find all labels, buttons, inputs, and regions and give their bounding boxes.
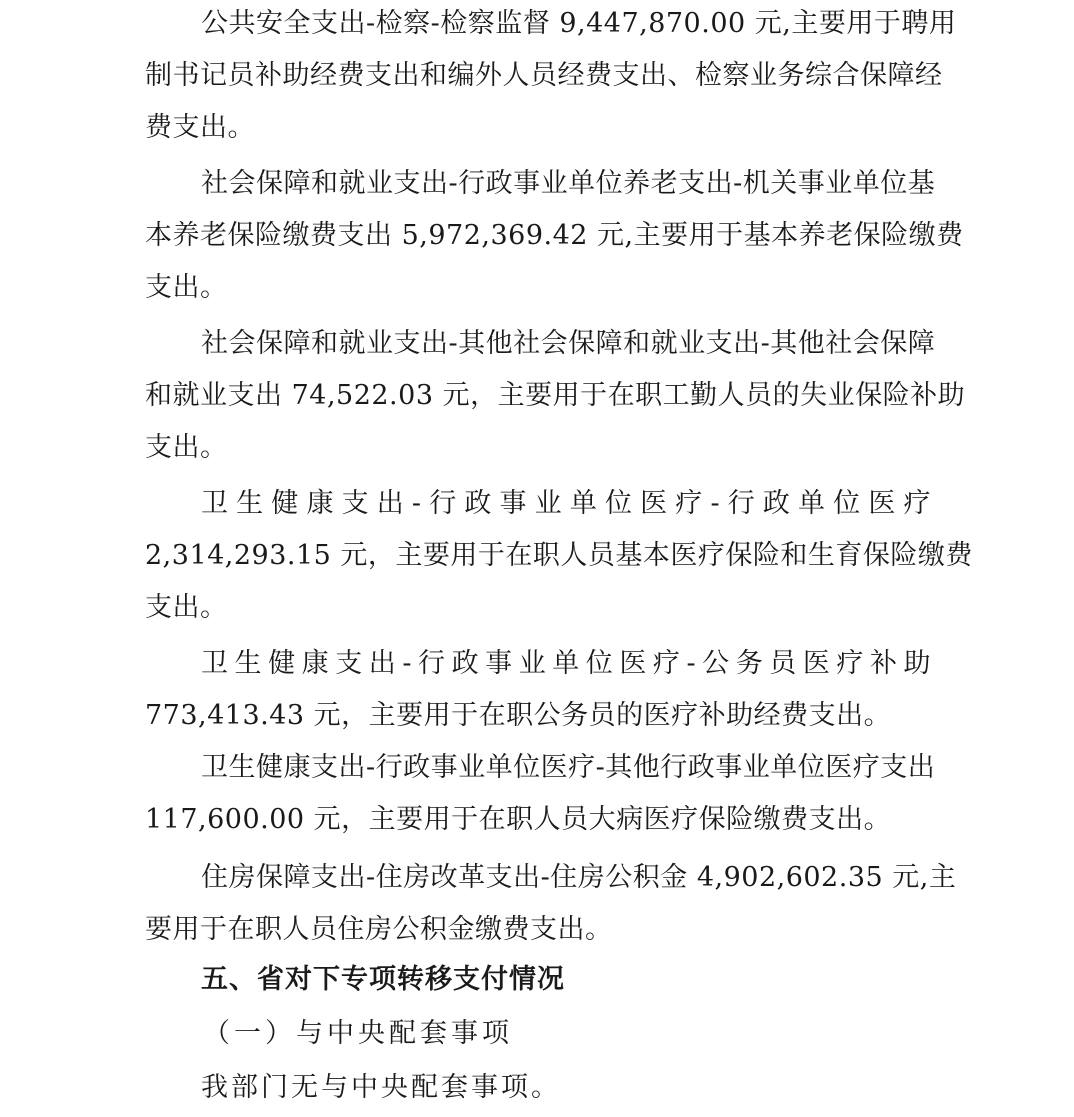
paragraph-civil-servant-medical-line-1: 卫生健康支出-行政事业单位医疗-公务员医疗补助 <box>201 648 931 679</box>
subsection-body: 我部门无与中央配套事项。 <box>201 1072 561 1103</box>
section-heading: 五、省对下专项转移支付情况 <box>201 964 565 995</box>
paragraph-other-medical-line-2: 117,600.00 元，主要用于在职人员大病医疗保险缴费支出。 <box>145 804 892 835</box>
paragraph-pension-line-3: 支出。 <box>145 272 228 303</box>
paragraph-admin-medical-line-2: 2,314,293.15 元，主要用于在职人员基本医疗保险和生育保险缴费 <box>145 540 973 571</box>
paragraph-pension-line-1: 社会保障和就业支出-行政事业单位养老支出-机关事业单位基 <box>201 168 936 199</box>
paragraph-other-social-security-line-3: 支出。 <box>145 432 228 463</box>
paragraph-admin-medical-line-3: 支出。 <box>145 592 228 623</box>
paragraph-pension-line-2: 本养老保险缴费支出 5,972,369.42 元,主要用于基本养老保险缴费 <box>145 220 964 251</box>
paragraph-housing-fund-line-2: 要用于在职人员住房公积金缴费支出。 <box>145 914 613 945</box>
paragraph-other-social-security-line-2: 和就业支出 74,522.03 元，主要用于在职工勤人员的失业保险补助 <box>145 380 966 411</box>
paragraph-housing-fund-line-1: 住房保障支出-住房改革支出-住房公积金 4,902,602.35 元,主 <box>201 862 957 893</box>
paragraph-other-medical-line-1: 卫生健康支出-行政事业单位医疗-其他行政事业单位医疗支出 <box>201 752 936 783</box>
subsection-heading: （一）与中央配套事项 <box>203 1018 513 1049</box>
paragraph-admin-medical-line-1: 卫生健康支出-行政事业单位医疗-行政单位医疗 <box>201 488 931 519</box>
paragraph-public-security-line-3: 费支出。 <box>145 112 255 143</box>
paragraph-public-security-line-1: 公共安全支出-检察-检察监督 9,447,870.00 元,主要用于聘用 <box>201 8 957 39</box>
paragraph-civil-servant-medical-line-2: 773,413.43 元，主要用于在职公务员的医疗补助经费支出。 <box>145 700 892 731</box>
paragraph-other-social-security-line-1: 社会保障和就业支出-其他社会保障和就业支出-其他社会保障 <box>201 328 936 359</box>
paragraph-public-security-line-2: 制书记员补助经费支出和编外人员经费支出、检察业务综合保障经 <box>145 60 943 91</box>
